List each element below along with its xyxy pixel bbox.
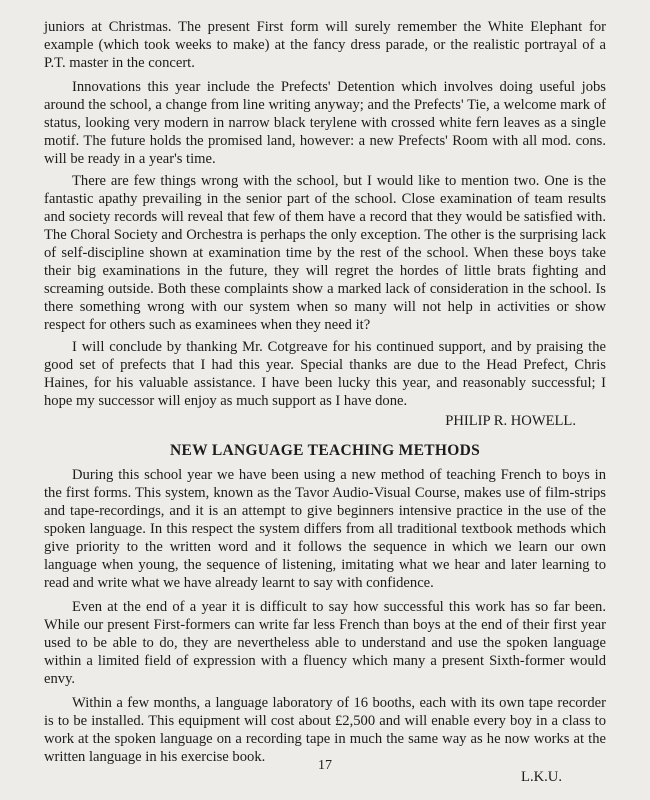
paragraph: There are few things wrong with the school, but I would like to mention two. One is the fantastic apathy prevailing in the senior part of the school. Close examination of team results and society records will reveal that few of them have a record that they would be satisfied with. The Choral Society and Orchestra is perhaps the only exception. The other is the surprising lack of self-discipline shown at examination time by the rest of the school. When these boys take their big examinations in the future, they will regret the hordes of little brats fighting and screaming outside. Both these complaints show a marked lack of consideration in the school. Is there something wrong with our system when so many will not help in activities or show respect for others such as examinees when they need it?: [44, 173, 606, 333]
paragraph: Innovations this year include the Prefects' Detention which involves doing useful jobs around the school, a change from line writing anyway; and the Prefects' Tie, a welcome mark of status, looking very modern in narrow black terylene with crossed white fern leaves as a single motif. The future holds the promised land, however: a new Prefects' Room with all mod. cons. will be ready in a year's time.: [44, 79, 606, 167]
page-number: 17: [318, 758, 332, 773]
paragraph: juniors at Christmas. The present First form will surely remember the White Elephant for example (which took weeks to make) at the fancy dress parade, or the realistic portrayal of a P.T. master in the concert.: [44, 19, 606, 71]
paragraph: During this school year we have been using a new method of teaching French to boys in the first forms. This system, known as the Tavor Audio-Visual Course, makes use of film-strips and tape-recordings, and it is an attempt to give beginners intensive practice in the use of the spoken language. In this respect the system differs from all traditional textbook methods which give priority to the written word and it follows the sequence in which we learn our own language when young, the sequence of listening, imitating what we hear and later learning to read and write what we have already learnt to say with confidence.: [44, 467, 606, 591]
author-initials: L.K.U.: [521, 769, 562, 785]
author-signature: PHILIP R. HOWELL.: [445, 413, 576, 429]
paragraph: Within a few months, a language laboratory of 16 booths, each with its own tape recorder is to be installed. This equipment will cost about £2,500 and will enable every boy in a class to work at the spoken language on a recording tape in much the same way as he now works at the written language in his exercise book.: [44, 695, 606, 765]
paragraph: Even at the end of a year it is difficult to say how successful this work has so far been. While our present First-formers can write far less French than boys at the end of their first year used to be able to do, they are nevertheless able to understand and use the spoken language within a limited field of expression with a fluency which many a present Sixth-former would envy.: [44, 599, 606, 687]
section-heading: NEW LANGUAGE TEACHING METHODS: [170, 442, 480, 459]
paragraph: I will conclude by thanking Mr. Cotgreave for his continued support, and by praising the good set of prefects that I had this year. Special thanks are due to the Head Prefect, Chris Haines, for his valuable assistance. I have been lucky this year, and reasonably successful; I hope my successor will enjoy as much support as I have done.: [44, 339, 606, 409]
